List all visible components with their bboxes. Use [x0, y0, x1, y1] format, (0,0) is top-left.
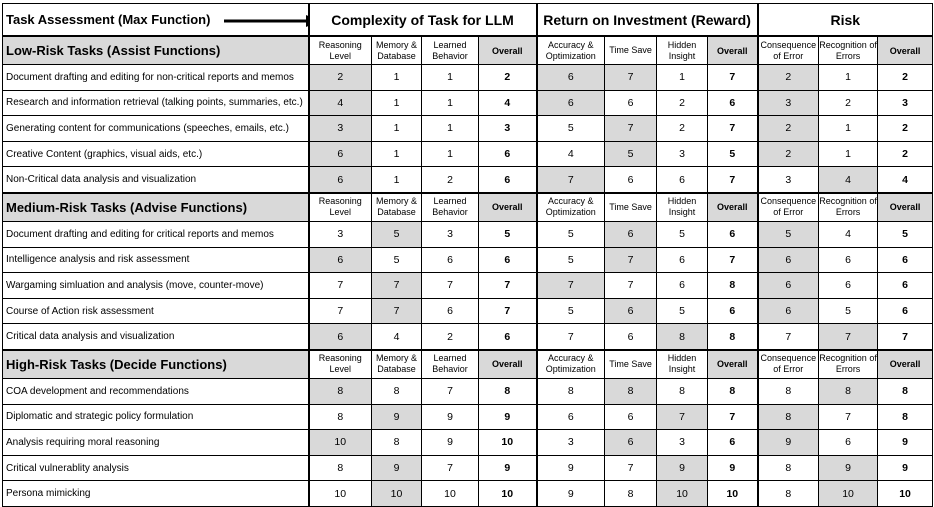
overall-score: 10	[878, 481, 933, 507]
score-cell: 6	[605, 404, 657, 430]
column-header: Recognition of Errors	[819, 350, 878, 379]
task-name: Generating content for communications (speeches, emails, etc.)	[3, 116, 309, 142]
score-cell: 7	[422, 378, 479, 404]
table-row	[3, 481, 933, 507]
overall-score: 10	[708, 481, 758, 507]
table-row	[3, 273, 933, 299]
table-row	[3, 167, 933, 193]
score-cell: 6	[537, 404, 605, 430]
column-header: Accuracy & Optimization	[537, 193, 605, 222]
score-cell: 1	[422, 116, 479, 142]
score-cell: 8	[758, 378, 819, 404]
score-cell: 9	[372, 404, 422, 430]
score-cell: 7	[537, 167, 605, 193]
overall-score: 7	[708, 247, 758, 273]
score-cell: 3	[422, 221, 479, 247]
overall-score: 6	[708, 221, 758, 247]
score-cell: 7	[309, 298, 372, 324]
score-cell: 4	[819, 221, 878, 247]
column-header: Overall	[878, 350, 933, 379]
score-cell: 1	[372, 116, 422, 142]
score-cell: 5	[372, 247, 422, 273]
overall-score: 9	[878, 455, 933, 481]
score-cell: 3	[309, 116, 372, 142]
column-header: Recognition of Errors	[819, 36, 878, 65]
score-cell: 9	[657, 455, 708, 481]
overall-score: 2	[878, 65, 933, 91]
column-header: Recognition of Errors	[819, 193, 878, 222]
overall-score: 7	[479, 298, 537, 324]
overall-score: 8	[708, 273, 758, 299]
score-cell: 1	[657, 65, 708, 91]
score-cell: 4	[819, 167, 878, 193]
table-row	[3, 116, 933, 142]
group-roi: Return on Investment (Reward)	[537, 4, 758, 37]
overall-score: 6	[479, 141, 537, 167]
score-cell: 4	[309, 90, 372, 116]
table-title-cell	[3, 4, 309, 37]
overall-score: 4	[878, 167, 933, 193]
column-header: Overall	[708, 350, 758, 379]
table-row	[3, 298, 933, 324]
overall-score: 6	[878, 273, 933, 299]
column-header: Reasoning Level	[309, 36, 372, 65]
task-name: Diplomatic and strategic policy formulation	[3, 404, 309, 430]
column-header: Overall	[878, 36, 933, 65]
score-cell: 6	[605, 324, 657, 350]
score-cell: 6	[422, 247, 479, 273]
score-cell: 6	[537, 90, 605, 116]
score-cell: 6	[309, 141, 372, 167]
score-cell: 9	[758, 430, 819, 456]
score-cell: 3	[758, 167, 819, 193]
score-cell: 8	[758, 455, 819, 481]
overall-score: 6	[708, 298, 758, 324]
score-cell: 2	[819, 90, 878, 116]
overall-score: 10	[479, 481, 537, 507]
score-cell: 7	[819, 404, 878, 430]
score-cell: 5	[537, 247, 605, 273]
score-cell: 6	[422, 298, 479, 324]
score-cell: 1	[372, 90, 422, 116]
column-header: Consequence of Error	[758, 36, 819, 65]
task-name: Persona mimicking	[3, 481, 309, 507]
task-name: Wargaming simluation and analysis (move, counter-move)	[3, 273, 309, 299]
table-row	[3, 378, 933, 404]
score-cell: 6	[605, 90, 657, 116]
score-cell: 6	[819, 430, 878, 456]
overall-score: 8	[708, 378, 758, 404]
score-cell: 7	[819, 324, 878, 350]
score-cell: 7	[537, 273, 605, 299]
overall-score: 8	[708, 324, 758, 350]
overall-score: 9	[479, 455, 537, 481]
overall-score: 5	[479, 221, 537, 247]
column-header: Learned Behavior	[422, 193, 479, 222]
score-cell: 6	[758, 273, 819, 299]
table-row	[3, 65, 933, 91]
column-header: Reasoning Level	[309, 350, 372, 379]
score-cell: 4	[537, 141, 605, 167]
score-cell: 5	[819, 298, 878, 324]
score-cell: 6	[605, 430, 657, 456]
score-cell: 6	[605, 298, 657, 324]
overall-score: 9	[878, 430, 933, 456]
table-title: Task Assessment (Max Function)	[6, 12, 211, 27]
overall-score: 7	[708, 65, 758, 91]
column-header: Memory & Database	[372, 193, 422, 222]
task-name: Analysis requiring moral reasoning	[3, 430, 309, 456]
score-cell: 1	[819, 116, 878, 142]
score-cell: 5	[372, 221, 422, 247]
score-cell: 8	[819, 378, 878, 404]
column-header: Hidden Insight	[657, 36, 708, 65]
score-cell: 5	[537, 298, 605, 324]
score-cell: 3	[758, 90, 819, 116]
overall-score: 9	[479, 404, 537, 430]
score-cell: 7	[605, 273, 657, 299]
task-name: Document drafting and editing for critical reports and memos	[3, 221, 309, 247]
column-header: Time Save	[605, 36, 657, 65]
score-cell: 10	[372, 481, 422, 507]
score-cell: 7	[422, 273, 479, 299]
score-cell: 8	[309, 378, 372, 404]
column-header: Overall	[479, 350, 537, 379]
task-name: Document drafting and editing for non-critical reports and memos	[3, 65, 309, 91]
score-cell: 3	[309, 221, 372, 247]
score-cell: 6	[819, 273, 878, 299]
score-cell: 9	[422, 430, 479, 456]
task-name: Critical vulnerablity analysis	[3, 455, 309, 481]
score-cell: 7	[605, 65, 657, 91]
column-header: Hidden Insight	[657, 350, 708, 379]
score-cell: 2	[758, 65, 819, 91]
column-header: Consequence of Error	[758, 193, 819, 222]
score-cell: 6	[758, 247, 819, 273]
overall-score: 10	[479, 430, 537, 456]
score-cell: 8	[309, 404, 372, 430]
column-header: Time Save	[605, 193, 657, 222]
overall-score: 4	[479, 90, 537, 116]
score-cell: 10	[819, 481, 878, 507]
score-cell: 9	[819, 455, 878, 481]
task-name: Non-Critical data analysis and visualization	[3, 167, 309, 193]
score-cell: 6	[537, 65, 605, 91]
table-row	[3, 141, 933, 167]
table-row	[3, 404, 933, 430]
score-cell: 7	[309, 273, 372, 299]
score-cell: 9	[537, 455, 605, 481]
overall-score: 7	[878, 324, 933, 350]
score-cell: 6	[758, 298, 819, 324]
score-cell: 8	[309, 455, 372, 481]
section-title: Medium-Risk Tasks (Advise Functions)	[3, 193, 309, 222]
score-cell: 1	[819, 141, 878, 167]
task-name: Creative Content (graphics, visual aids, etc.)	[3, 141, 309, 167]
table-row	[3, 90, 933, 116]
score-cell: 6	[605, 221, 657, 247]
column-header: Overall	[479, 36, 537, 65]
table-row	[3, 430, 933, 456]
overall-score: 3	[878, 90, 933, 116]
score-cell: 8	[758, 404, 819, 430]
score-cell: 7	[372, 298, 422, 324]
task-name: Research and information retrieval (talking points, summaries, etc.)	[3, 90, 309, 116]
overall-score: 2	[479, 65, 537, 91]
overall-score: 2	[878, 116, 933, 142]
score-cell: 5	[537, 221, 605, 247]
score-cell: 2	[758, 141, 819, 167]
score-cell: 6	[819, 247, 878, 273]
overall-score: 9	[708, 455, 758, 481]
section-title: Low-Risk Tasks (Assist Functions)	[3, 36, 309, 65]
score-cell: 6	[309, 167, 372, 193]
overall-score: 7	[708, 116, 758, 142]
score-cell: 6	[657, 247, 708, 273]
score-cell: 1	[372, 167, 422, 193]
section-title: High-Risk Tasks (Decide Functions)	[3, 350, 309, 379]
score-cell: 8	[372, 430, 422, 456]
score-cell: 9	[537, 481, 605, 507]
score-cell: 7	[422, 455, 479, 481]
overall-score: 5	[708, 141, 758, 167]
score-cell: 2	[422, 167, 479, 193]
score-cell: 7	[537, 324, 605, 350]
score-cell: 1	[819, 65, 878, 91]
score-cell: 10	[309, 481, 372, 507]
score-cell: 7	[372, 273, 422, 299]
column-header: Accuracy & Optimization	[537, 36, 605, 65]
table-row	[3, 324, 933, 350]
overall-score: 5	[878, 221, 933, 247]
group-risk: Risk	[758, 4, 933, 37]
score-cell: 9	[372, 455, 422, 481]
score-cell: 1	[422, 141, 479, 167]
score-cell: 8	[605, 378, 657, 404]
score-cell: 7	[605, 247, 657, 273]
task-name: Course of Action risk assessment	[3, 298, 309, 324]
column-header: Memory & Database	[372, 36, 422, 65]
overall-score: 7	[708, 404, 758, 430]
score-cell: 1	[372, 65, 422, 91]
score-cell: 4	[372, 324, 422, 350]
arrow-right-icon	[224, 15, 308, 27]
overall-score: 8	[878, 404, 933, 430]
task-name: Intelligence analysis and risk assessment	[3, 247, 309, 273]
score-cell: 2	[309, 65, 372, 91]
column-header: Reasoning Level	[309, 193, 372, 222]
score-cell: 1	[372, 141, 422, 167]
score-cell: 6	[309, 324, 372, 350]
score-cell: 2	[422, 324, 479, 350]
column-header: Overall	[878, 193, 933, 222]
task-assessment-table	[2, 3, 933, 507]
score-cell: 5	[537, 116, 605, 142]
score-cell: 1	[422, 65, 479, 91]
column-header: Learned Behavior	[422, 350, 479, 379]
score-cell: 7	[605, 116, 657, 142]
score-cell: 3	[657, 141, 708, 167]
overall-score: 6	[479, 167, 537, 193]
task-name: Critical data analysis and visualization	[3, 324, 309, 350]
score-cell: 9	[422, 404, 479, 430]
group-complexity: Complexity of Task for LLM	[309, 4, 537, 37]
score-cell: 7	[758, 324, 819, 350]
score-cell: 6	[605, 167, 657, 193]
overall-score: 6	[878, 298, 933, 324]
score-cell: 6	[309, 247, 372, 273]
overall-score: 6	[878, 247, 933, 273]
table-row	[3, 221, 933, 247]
table-row	[3, 455, 933, 481]
column-header: Time Save	[605, 350, 657, 379]
overall-score: 8	[878, 378, 933, 404]
score-cell: 8	[657, 378, 708, 404]
score-cell: 3	[657, 430, 708, 456]
overall-score: 6	[479, 247, 537, 273]
score-cell: 1	[422, 90, 479, 116]
overall-score: 3	[479, 116, 537, 142]
score-cell: 2	[758, 116, 819, 142]
column-header: Accuracy & Optimization	[537, 350, 605, 379]
score-cell: 10	[422, 481, 479, 507]
score-cell: 6	[657, 273, 708, 299]
column-header: Consequence of Error	[758, 350, 819, 379]
overall-score: 6	[708, 430, 758, 456]
overall-score: 2	[878, 141, 933, 167]
score-cell: 5	[605, 141, 657, 167]
overall-score: 7	[479, 273, 537, 299]
score-cell: 8	[657, 324, 708, 350]
column-header: Overall	[708, 36, 758, 65]
score-cell: 5	[657, 298, 708, 324]
table-row	[3, 247, 933, 273]
score-cell: 2	[657, 116, 708, 142]
column-header: Memory & Database	[372, 350, 422, 379]
score-cell: 8	[372, 378, 422, 404]
column-header: Hidden Insight	[657, 193, 708, 222]
score-cell: 10	[309, 430, 372, 456]
overall-score: 6	[479, 324, 537, 350]
score-cell: 8	[537, 378, 605, 404]
overall-score: 8	[479, 378, 537, 404]
score-cell: 7	[605, 455, 657, 481]
score-cell: 5	[758, 221, 819, 247]
score-cell: 6	[657, 167, 708, 193]
column-header: Learned Behavior	[422, 36, 479, 65]
overall-score: 7	[708, 167, 758, 193]
score-cell: 8	[605, 481, 657, 507]
score-cell: 7	[657, 404, 708, 430]
score-cell: 3	[537, 430, 605, 456]
score-cell: 2	[657, 90, 708, 116]
column-header: Overall	[479, 193, 537, 222]
task-name: COA development and recommendations	[3, 378, 309, 404]
score-cell: 5	[657, 221, 708, 247]
overall-score: 6	[708, 90, 758, 116]
column-header: Overall	[708, 193, 758, 222]
score-cell: 8	[758, 481, 819, 507]
score-cell: 10	[657, 481, 708, 507]
